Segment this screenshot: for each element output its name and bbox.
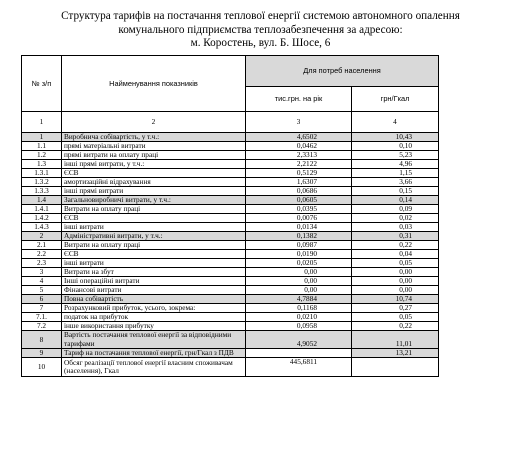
row-name-cell: ЄСВ xyxy=(62,250,246,259)
row-value-uah-per-gcal xyxy=(352,358,439,377)
row-value-uah-per-gcal: 0,00 xyxy=(352,277,439,286)
row-value-thousand-uah: 0,0395 xyxy=(246,205,352,214)
row-value-uah-per-gcal: 13,21 xyxy=(352,349,439,358)
row-value-uah-per-gcal: 0,00 xyxy=(352,268,439,277)
row-value-thousand-uah: 0,0958 xyxy=(246,322,352,331)
table-row xyxy=(22,178,439,187)
row-value-uah-per-gcal: 0,10 xyxy=(352,142,439,151)
row-name-cell: Виробнича собівартість, у т.ч.: xyxy=(62,133,246,142)
header-col-name: Найменування показників xyxy=(62,56,246,112)
row-value-thousand-uah: 1,6307 xyxy=(246,178,352,187)
header-col-val2: грн/Гкал xyxy=(352,87,439,112)
row-name-cell: Розрахунковий прибуток, усього, зокрема: xyxy=(62,304,246,313)
row-num-cell: 2.3 xyxy=(22,259,62,268)
header-col-num: № з/п xyxy=(22,56,62,112)
tariff-table xyxy=(21,55,439,377)
row-value-uah-per-gcal: 10,43 xyxy=(352,133,439,142)
row-value-uah-per-gcal: 0,22 xyxy=(352,241,439,250)
row-value-uah-per-gcal: 0,05 xyxy=(352,259,439,268)
row-value-uah-per-gcal: 0,15 xyxy=(352,187,439,196)
row-name-cell: інше використання прибутку xyxy=(62,322,246,331)
row-value-uah-per-gcal: 5,23 xyxy=(352,151,439,160)
row-name-cell: інші прямі витрати, у т.ч.: xyxy=(62,160,246,169)
row-name-cell: амортизаційні відрахування xyxy=(62,178,246,187)
table-row xyxy=(22,133,439,142)
row-value-uah-per-gcal: 10,74 xyxy=(352,295,439,304)
row-num-cell: 1.3.2 xyxy=(22,178,62,187)
row-value-uah-per-gcal: 11,01 xyxy=(352,331,439,349)
row-num-cell: 7 xyxy=(22,304,62,313)
title-line-3: м. Коростень, вул. Б. Шосе, 6 xyxy=(190,37,331,50)
row-num-cell: 4 xyxy=(22,277,62,286)
row-value-uah-per-gcal: 0,04 xyxy=(352,250,439,259)
row-num-cell: 1.3.3 xyxy=(22,187,62,196)
index-cell: 4 xyxy=(352,112,439,133)
row-name-cell: Витрати на оплату праці xyxy=(62,205,246,214)
row-name-cell: інші витрати xyxy=(62,259,246,268)
row-value-thousand-uah: 2,2122 xyxy=(246,160,352,169)
header-col-val1: тис.грн. на рік xyxy=(246,87,352,112)
row-value-thousand-uah: 0,0076 xyxy=(246,214,352,223)
row-num-cell: 6 xyxy=(22,295,62,304)
row-num-cell: 2 xyxy=(22,232,62,241)
row-name-cell: Інші операційні витрати xyxy=(62,277,246,286)
row-value-thousand-uah: 0,1382 xyxy=(246,232,352,241)
row-name-line: тарифами xyxy=(64,338,95,348)
table-row xyxy=(22,205,439,214)
row-value-thousand-uah: 0,0987 xyxy=(246,241,352,250)
header-group: Для потреб населення xyxy=(246,56,439,87)
row-name-cell: Тариф на постачання теплової енергії, грн/Гкал з ПДВ xyxy=(62,349,246,358)
table-row xyxy=(22,169,439,178)
table-row xyxy=(22,232,439,241)
index-cell: 2 xyxy=(62,112,246,133)
table-row xyxy=(22,277,439,286)
row-name-cell: Повна собівартість xyxy=(62,295,246,304)
row-value-thousand-uah: 2,3313 xyxy=(246,151,352,160)
row-num-cell: 1.4.3 xyxy=(22,223,62,232)
row-value-thousand-uah: 445,6811 xyxy=(246,358,352,377)
table-row xyxy=(22,196,439,205)
table-row xyxy=(22,142,439,151)
row-value-thousand-uah: 0,0205 xyxy=(246,259,352,268)
row-value-thousand-uah: 4,7884 xyxy=(246,295,352,304)
row-num-cell: 7.1. xyxy=(22,313,62,322)
row-value-thousand-uah: 0,1168 xyxy=(246,304,352,313)
row-value-uah-per-gcal: 0,00 xyxy=(352,286,439,295)
table-row xyxy=(22,313,439,322)
row-num-cell: 7.2 xyxy=(22,322,62,331)
row-num-cell: 1.4.2 xyxy=(22,214,62,223)
table-row xyxy=(22,286,439,295)
row-name-cell: інші прямі витрати xyxy=(62,187,246,196)
table-row xyxy=(22,241,439,250)
title-line-1: Структура тарифів на постачання теплової енергії системою автономного опалення xyxy=(61,10,460,22)
row-name-cell: інші витрати xyxy=(62,223,246,232)
row-value-thousand-uah: 0,0462 xyxy=(246,142,352,151)
row-value-uah-per-gcal: 0,31 xyxy=(352,232,439,241)
table-row xyxy=(22,151,439,160)
table-row xyxy=(22,295,439,304)
row-value-thousand-uah xyxy=(246,349,352,358)
row-value-uah-per-gcal: 0,02 xyxy=(352,214,439,223)
row-name-cell: Витрати на збут xyxy=(62,268,246,277)
row-num-cell: 1.4 xyxy=(22,196,62,205)
row-name-cell: ЄСВ xyxy=(62,169,246,178)
table-row xyxy=(22,322,439,331)
row-num-cell: 8 xyxy=(22,331,62,349)
table-row xyxy=(22,214,439,223)
title-line-2: комунального підприємства теплозабезпечення за адресою: xyxy=(118,23,403,36)
table-row xyxy=(22,259,439,268)
row-value-thousand-uah: 4,9052 xyxy=(246,331,352,349)
table-row xyxy=(22,160,439,169)
index-row xyxy=(22,112,439,133)
index-cell: 3 xyxy=(246,112,352,133)
row-value-uah-per-gcal: 0,05 xyxy=(352,313,439,322)
row-name-cell: податок на прибуток xyxy=(62,313,246,322)
row-num-cell: 2.2 xyxy=(22,250,62,259)
row-value-uah-per-gcal: 0,27 xyxy=(352,304,439,313)
row-value-uah-per-gcal: 0,14 xyxy=(352,196,439,205)
table-row-tariff xyxy=(22,349,439,358)
row-value-thousand-uah: 0,5129 xyxy=(246,169,352,178)
table-row xyxy=(22,304,439,313)
row-value-thousand-uah: 0,00 xyxy=(246,268,352,277)
row-value-thousand-uah: 0,0134 xyxy=(246,223,352,232)
row-name-line: Обсяг реалізації теплової енергії власним споживачам xyxy=(64,357,233,367)
row-name-cell: ЄСВ xyxy=(62,214,246,223)
row-value-uah-per-gcal: 0,09 xyxy=(352,205,439,214)
row-value-uah-per-gcal: 0,03 xyxy=(352,223,439,232)
row-name-line: Вартість постачання теплової енергії за відповідними xyxy=(64,330,232,339)
row-num-cell: 5 xyxy=(22,286,62,295)
table-row xyxy=(22,250,439,259)
row-name-line: (населення), Гкал xyxy=(64,366,119,375)
row-name-cell: прямі матеріальні витрати xyxy=(62,142,246,151)
row-num-cell: 1.1 xyxy=(22,142,62,151)
row-value-thousand-uah: 0,0210 xyxy=(246,313,352,322)
table-row xyxy=(22,187,439,196)
row-name-cell: Загальновиробничі витрати, у т.ч.: xyxy=(62,196,246,205)
table-row-volume xyxy=(22,358,439,377)
table-header-row xyxy=(22,56,439,87)
row-name-cell: Адміністративні витрати, у т.ч.: xyxy=(62,232,246,241)
index-cell: 1 xyxy=(22,112,62,133)
row-num-cell: 3 xyxy=(22,268,62,277)
row-name-cell: Витрати на оплату праці xyxy=(62,241,246,250)
row-num-cell: 10 xyxy=(22,358,62,377)
row-value-thousand-uah: 0,00 xyxy=(246,277,352,286)
document-title xyxy=(0,10,521,51)
row-num-cell: 1.2 xyxy=(22,151,62,160)
row-num-cell: 1.3.1 xyxy=(22,169,62,178)
row-value-uah-per-gcal: 1,15 xyxy=(352,169,439,178)
row-num-cell: 2.1 xyxy=(22,241,62,250)
row-value-thousand-uah: 0,0605 xyxy=(246,196,352,205)
row-num-cell: 1 xyxy=(22,133,62,142)
row-num-cell: 1.4.1 xyxy=(22,205,62,214)
row-value-thousand-uah: 0,00 xyxy=(246,286,352,295)
row-num-cell: 1.3 xyxy=(22,160,62,169)
row-name-cell xyxy=(62,331,246,349)
row-value-thousand-uah: 0,0686 xyxy=(246,187,352,196)
table-row xyxy=(22,268,439,277)
row-value-uah-per-gcal: 4,96 xyxy=(352,160,439,169)
row-value-thousand-uah: 0,0190 xyxy=(246,250,352,259)
row-num-cell: 9 xyxy=(22,349,62,358)
row-value-thousand-uah: 4,6502 xyxy=(246,133,352,142)
table-row xyxy=(22,223,439,232)
row-name-cell: Фінансові витрати xyxy=(62,286,246,295)
row-name-cell: прямі витрати на оплату праці xyxy=(62,151,246,160)
table-row-cost-total xyxy=(22,331,439,349)
row-value-uah-per-gcal: 3,66 xyxy=(352,178,439,187)
row-value-uah-per-gcal: 0,22 xyxy=(352,322,439,331)
row-name-cell xyxy=(62,358,246,377)
